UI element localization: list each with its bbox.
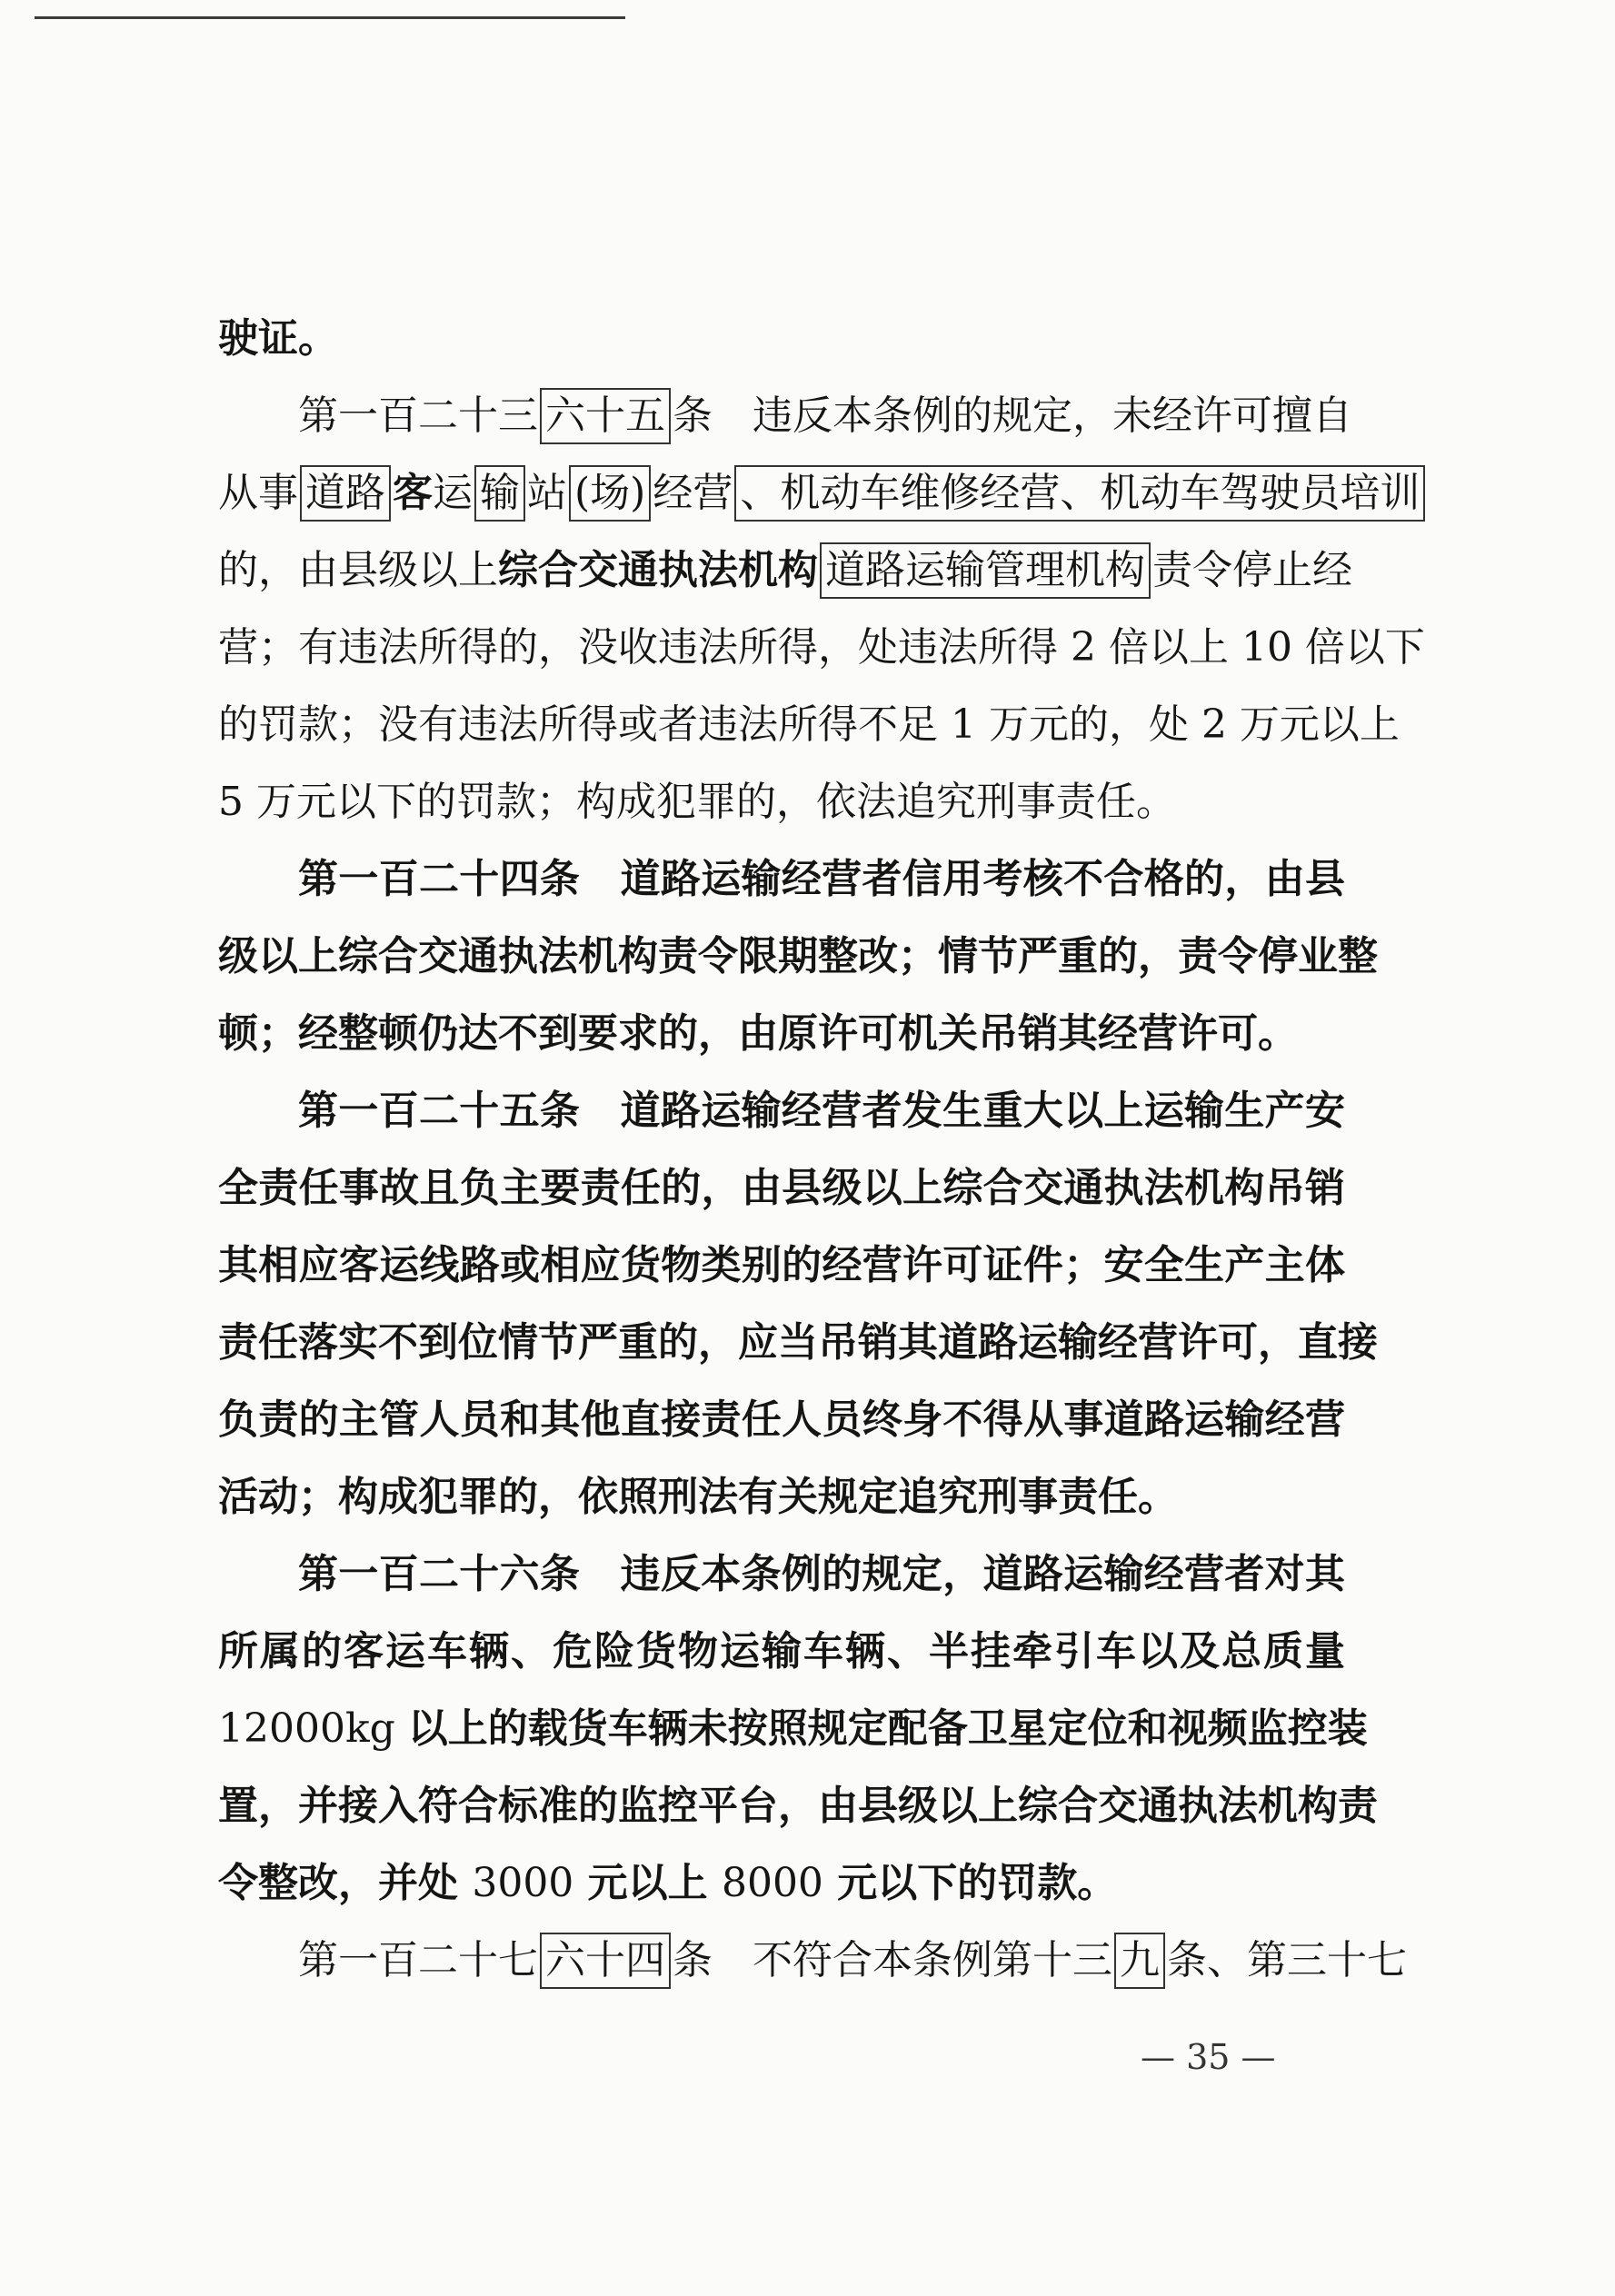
- text-segment: 责任落实不到位情节严重的，应当吊销其道路运输经营许可，直接: [218, 1319, 1378, 1366]
- text-segment: 驶证。: [218, 315, 338, 362]
- text-segment: 元以下的罚款。: [822, 1860, 1118, 1906]
- text-segment: 元以上: [573, 1860, 722, 1906]
- text-line: [218, 300, 1345, 377]
- text-segment: 第一百二十三: [298, 393, 538, 439]
- top-rule: [35, 16, 625, 19]
- text-line: [218, 1227, 1345, 1304]
- text-segment: 责令停止经: [1152, 547, 1352, 593]
- text-segment: 综合交通执法机构: [498, 547, 818, 593]
- text-line: [218, 377, 1352, 454]
- text-segment: 运: [433, 470, 473, 516]
- text-segment: 3000: [472, 1860, 574, 1906]
- text-segment: 5 万元以下的罚款；构成犯罪的，依法追究刑事责任。: [218, 779, 1176, 825]
- text-segment: 营；有违法所得的，没收违法所得，处违法所得 2 倍以上 10 倍以下: [218, 624, 1425, 671]
- text-line: [218, 686, 1400, 763]
- struck-text-box: 道路运输管理机构: [820, 542, 1151, 599]
- struck-text-box: 、机动车维修经营、机动车驾驶员培训: [734, 465, 1425, 522]
- struck-text-box: 六十五: [540, 388, 671, 444]
- text-segment: 级以上综合交通执法机构责令限期整改；情节严重的，责令停业整: [218, 933, 1378, 979]
- text-segment: 站: [527, 470, 567, 516]
- text-segment: 置，并接入符合标准的监控平台，由县级以上综合交通执法机构责: [218, 1783, 1378, 1829]
- text-segment: 第一百二十五条 道路运输经营者发生重大以上运输生产安: [298, 1088, 1345, 1134]
- text-line: [218, 532, 1352, 609]
- text-line: [218, 1381, 1345, 1458]
- text-segment: 第一百二十四条 道路运输经营者信用考核不合格的，由县: [298, 856, 1345, 902]
- text-line: [218, 1536, 1345, 1613]
- text-segment: 条 不符合本条例第十三: [673, 1937, 1112, 1983]
- text-segment: 活动；构成犯罪的，依照刑法有关规定追究刑事责任。: [218, 1474, 1178, 1520]
- text-segment: 8000: [721, 1860, 823, 1906]
- text-segment: 顿；经整顿仍达不到要求的，由原许可机关吊销其经营许可。: [218, 1010, 1298, 1057]
- text-segment: 的，由县级以上: [218, 547, 498, 593]
- text-segment: 以上的载货车辆未按照规定配备卫星定位和视频监控装: [407, 1705, 1368, 1752]
- page-number: — 35 —: [1141, 2037, 1276, 2077]
- text-segment: 经营: [653, 470, 733, 516]
- struck-text-box: (场): [569, 465, 651, 522]
- struck-text-box: 六十四: [540, 1933, 671, 1989]
- text-segment: 条 违反本条例的规定，未经许可擅自: [673, 393, 1352, 439]
- struck-text-box: 输: [474, 465, 525, 522]
- text-line: [218, 763, 1345, 840]
- text-segment: 12000kg: [218, 1705, 408, 1752]
- text-segment: 从事: [218, 470, 298, 516]
- text-line: [218, 1613, 1345, 1690]
- text-line: [218, 840, 1345, 918]
- text-line: [218, 1304, 1378, 1381]
- page-body: [218, 300, 1425, 1999]
- text-segment: 的罚款；没有违法所得或者违法所得不足 1 万元的，处 2 万元以上: [218, 701, 1400, 748]
- text-segment: 客: [393, 470, 433, 516]
- text-line: [218, 1767, 1378, 1844]
- text-segment: 所属的客运车辆、危险货物运输车辆、半挂牵引车以及总质量: [218, 1628, 1345, 1675]
- struck-text-box: 九: [1114, 1933, 1165, 1989]
- text-segment: 令整改，并处: [218, 1860, 473, 1906]
- text-line: [218, 1072, 1345, 1149]
- text-line: [218, 454, 1421, 532]
- text-line: [218, 995, 1345, 1072]
- text-segment: 第一百二十六条 违反本条例的规定，道路运输经营者对其: [298, 1551, 1345, 1597]
- text-line: [218, 1149, 1345, 1227]
- text-line: [218, 1922, 1407, 1999]
- text-line: [218, 1844, 1345, 1922]
- text-segment: 全责任事故且负主要责任的，由县级以上综合交通执法机构吊销: [218, 1165, 1345, 1211]
- text-line: [218, 609, 1425, 686]
- text-segment: 条、第三十七: [1167, 1937, 1407, 1983]
- text-segment: 第一百二十七: [298, 1937, 538, 1983]
- text-line: [218, 918, 1378, 995]
- text-line: [218, 1458, 1345, 1536]
- text-segment: 负责的主管人员和其他直接责任人员终身不得从事道路运输经营: [218, 1396, 1345, 1443]
- text-line: [218, 1690, 1368, 1767]
- struck-text-box: 道路: [300, 465, 391, 522]
- text-segment: 其相应客运线路或相应货物类别的经营许可证件；安全生产主体: [218, 1242, 1345, 1288]
